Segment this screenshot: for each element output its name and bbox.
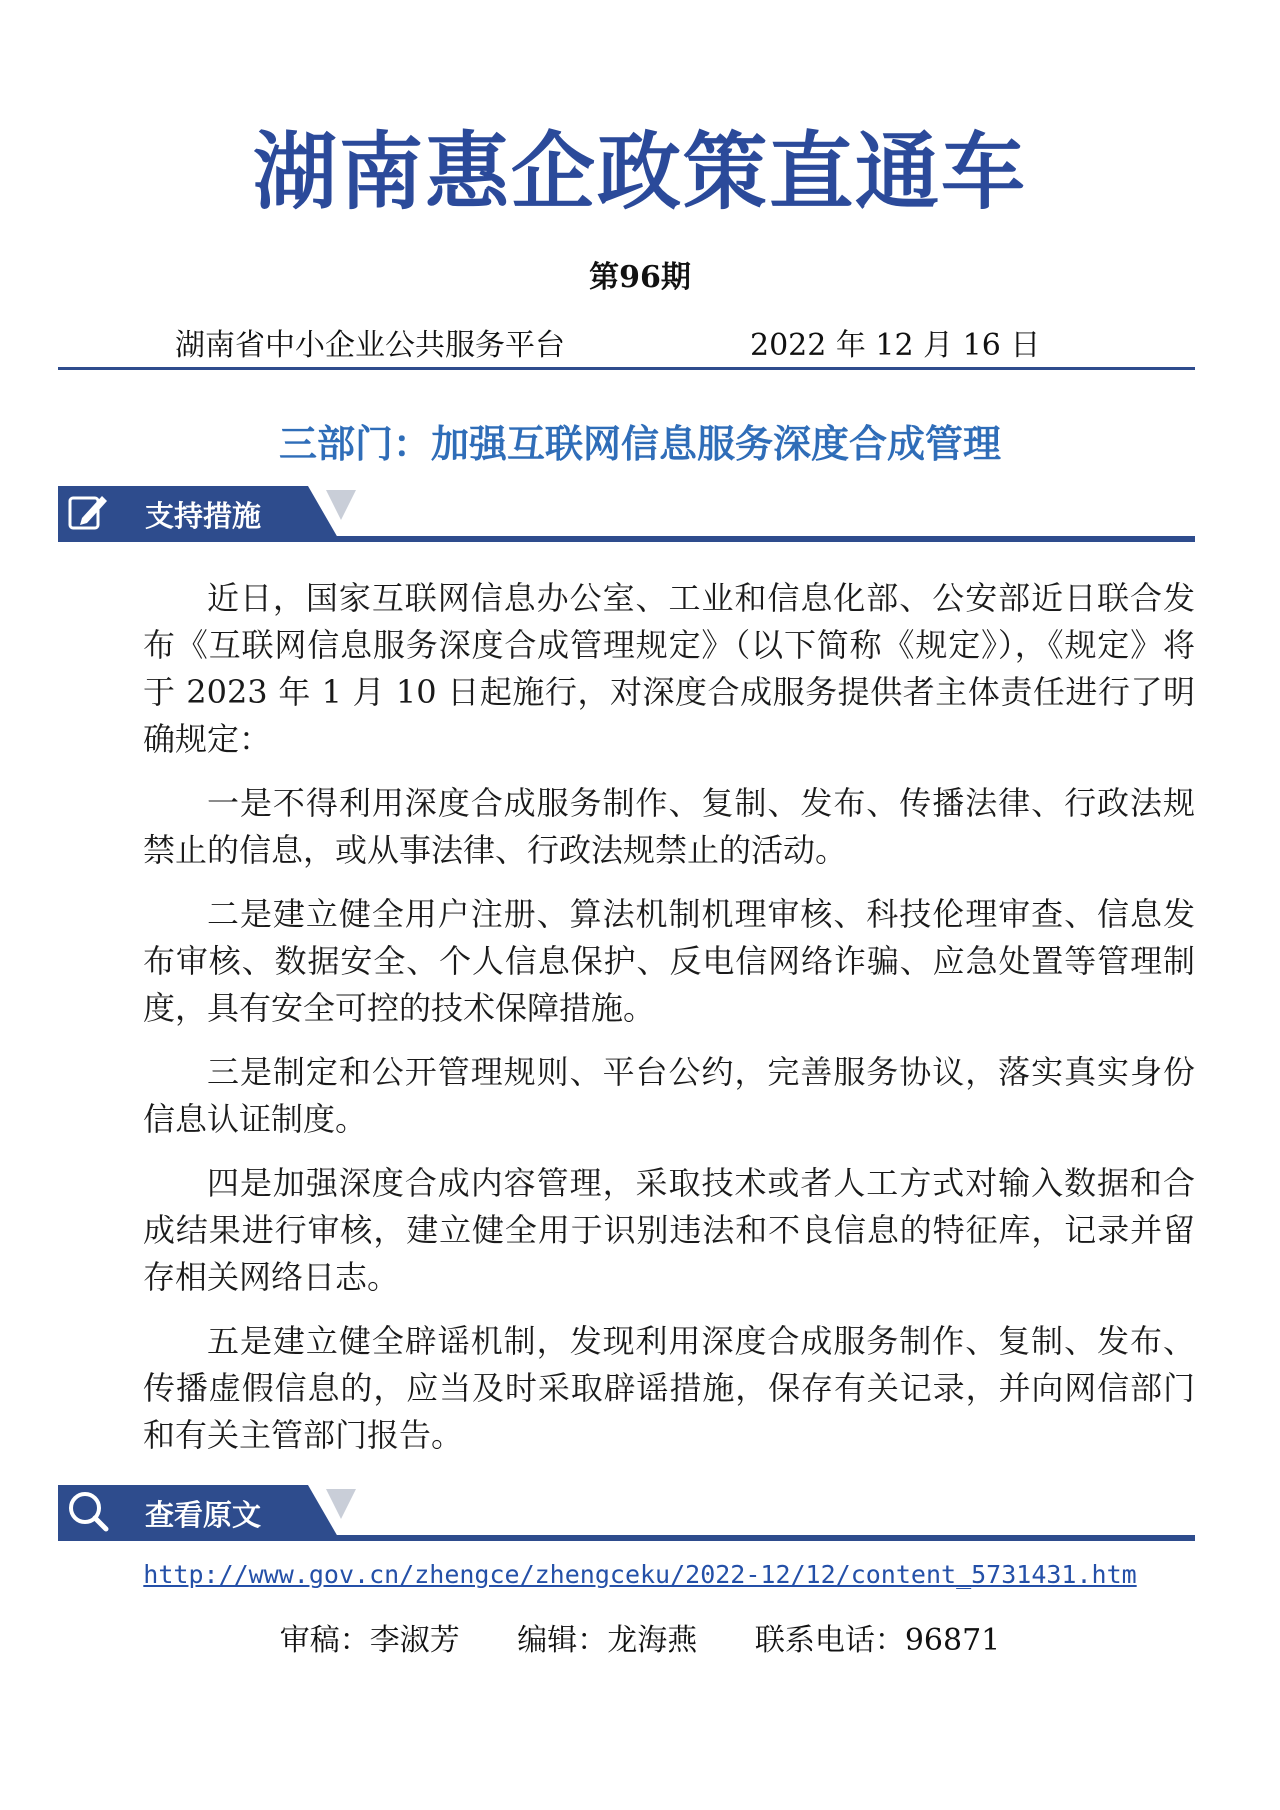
paragraph: 二是建立健全用户注册、算法机制机理审核、科技伦理审查、信息发布审核、数据安全、个人信息保护、反电信网络诈骗、应急处置等管理制度，具有安全可控的技术保障措施。 xyxy=(143,895,1195,1027)
publisher-name: 湖南省中小企业公共服务平台 xyxy=(175,328,565,363)
article-body xyxy=(143,575,1195,1476)
issue-number: 第96期 xyxy=(589,260,691,295)
paragraph: 一是不得利用深度合成服务制作、复制、发布、传播法律、行政法规禁止的信息，或从事法律、行政法规禁止的活动。 xyxy=(143,784,1195,869)
section-label-source: 查看原文 xyxy=(145,1498,262,1532)
reviewer-credit: 审稿：李淑芳 xyxy=(279,1623,460,1658)
magnifier-icon xyxy=(66,1489,110,1533)
article-title: 三部门：加强互联网信息服务深度合成管理 xyxy=(278,422,1001,466)
source-link[interactable]: http://www.gov.cn/zhengce/zhengceku/2022-12/12/content_5731431.htm xyxy=(143,1560,1137,1589)
section-underline xyxy=(58,536,1195,542)
credits-line xyxy=(0,1615,1280,1659)
section-header-support xyxy=(0,486,1280,542)
section-triangle xyxy=(326,1489,356,1519)
header-divider xyxy=(58,367,1195,370)
section-triangle xyxy=(326,490,356,520)
section-header-source xyxy=(0,1485,1280,1541)
contact-phone: 联系电话：96871 xyxy=(754,1623,1001,1658)
masthead-title: 湖南惠企政策直通车 xyxy=(252,123,1027,221)
paragraph: 近日，国家互联网信息办公室、工业和信息化部、公安部近日联合发布《互联网信息服务深度合成管理规定》（以下简称《规定》），《规定》将于 2023 年 1 月 10 日起施行，对深度合成服务提供者主体责任进行了明确规定： xyxy=(143,579,1195,758)
section-underline xyxy=(58,1535,1195,1541)
paragraph: 五是建立健全辟谣机制，发现利用深度合成服务制作、复制、发布、传播虚假信息的，应当及时采取辟谣措施，保存有关记录，并向网信部门和有关主管部门报告。 xyxy=(143,1322,1195,1454)
section-label-support: 支持措施 xyxy=(145,499,262,533)
publish-date: 2022 年 12 月 16 日 xyxy=(750,328,1041,363)
paragraph: 四是加强深度合成内容管理，采取技术或者人工方式对输入数据和合成结果进行审核，建立健全用于识别违法和不良信息的特征库，记录并留存相关网络日志。 xyxy=(143,1164,1195,1296)
paragraph: 三是制定和公开管理规则、平台公约，完善服务协议，落实真实身份信息认证制度。 xyxy=(143,1053,1195,1138)
edit-pen-icon xyxy=(66,490,110,534)
editor-credit: 编辑：龙海燕 xyxy=(517,1623,698,1658)
